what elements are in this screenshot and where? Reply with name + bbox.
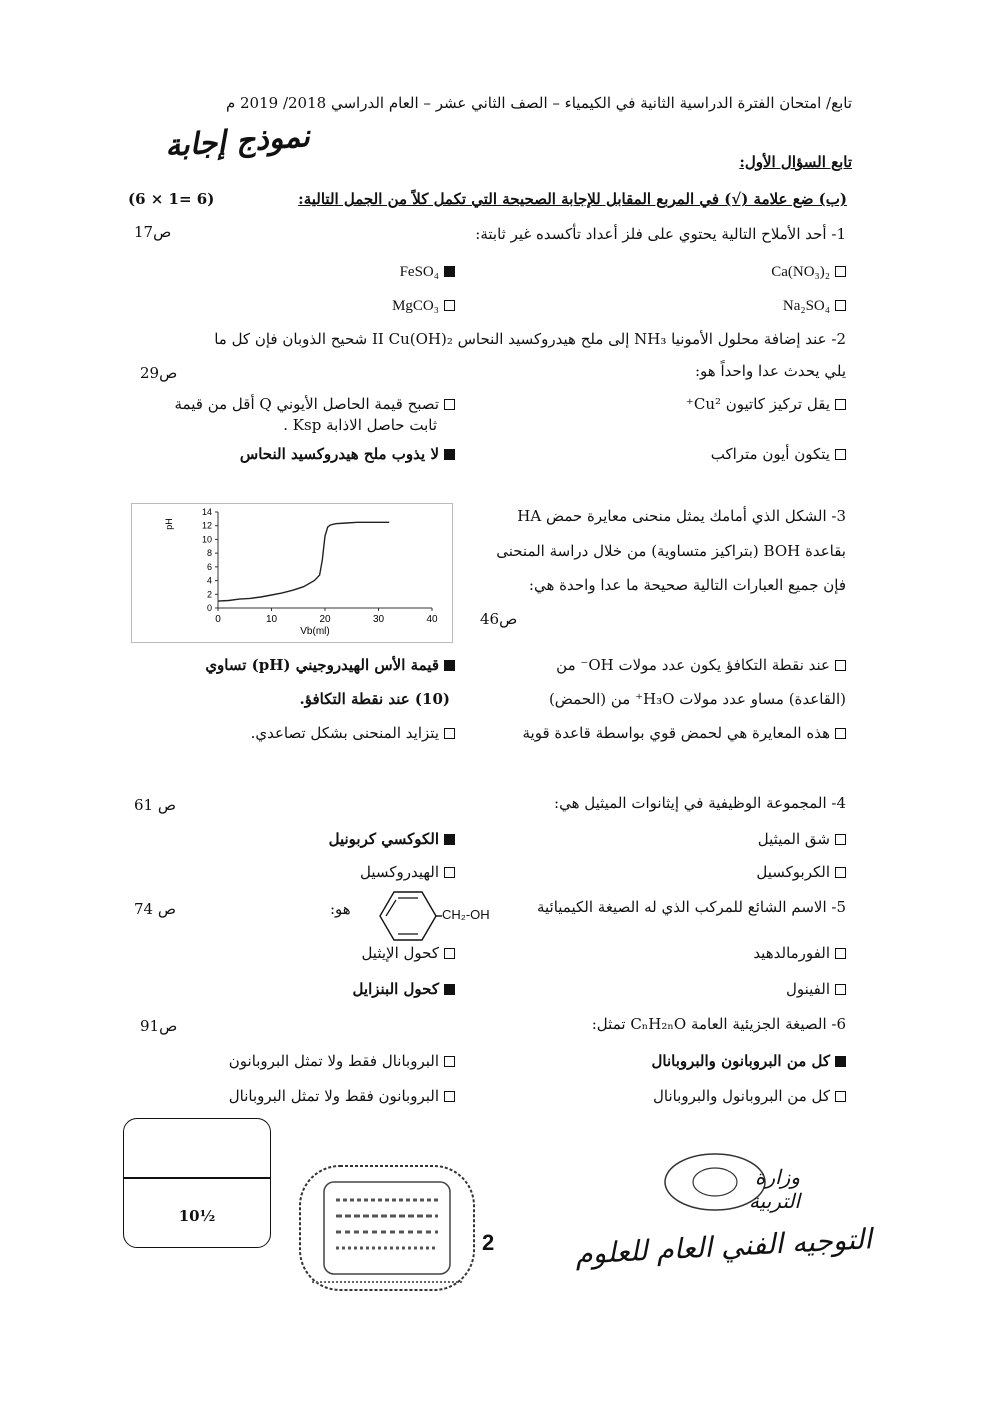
page-number: 2: [482, 1230, 495, 1255]
question-2-stem: 2- عند إضافة محلول الأمونيا NH₃ إلى ملح هيدروكسيد النحاس II Cu(OH)₂ شحيح الذوبان فإن كل ما: [214, 330, 846, 348]
x-tick-label: 0: [215, 614, 221, 625]
checkbox-checked[interactable]: [444, 660, 455, 671]
titration-chart: [131, 503, 453, 643]
question-6-stem: 6- الصيغة الجزيئية العامة CₙH₂ₙO تمثل:: [591, 1015, 846, 1033]
page-ref-q1: ص17: [134, 223, 172, 241]
checkbox[interactable]: [835, 834, 846, 845]
question-3-stem: 3- الشكل الذي أمامك يمثل منحنى معايرة حمض HA: [517, 507, 846, 525]
checkbox[interactable]: [835, 660, 846, 671]
question-4-stem: 4- المجموعة الوظيفية في إيثانوات الميثيل هي:: [554, 794, 846, 812]
q4-option-c[interactable]: الكربوكسيل: [756, 863, 846, 881]
y-axis-label: pH: [164, 518, 174, 530]
benzyl-alcohol-structure: [368, 888, 498, 944]
y-tick-label: 14: [201, 507, 212, 517]
q3-option-a[interactable]: عند نقطة التكافؤ يكون عدد مولات OH⁻ من: [556, 656, 846, 674]
q5-option-c[interactable]: الفينول: [786, 980, 846, 998]
score-value: 10½: [178, 1207, 216, 1225]
question-3-stem-line3: فإن جميع العبارات التالية صحيحة ما عدا واحدة هي:: [528, 576, 846, 594]
checkbox[interactable]: [444, 300, 455, 311]
q6-option-c[interactable]: كل من البروبانول والبروبانال: [653, 1087, 846, 1105]
question-2-stem-line2: يلي يحدث عدا واحداً هو:: [695, 362, 846, 380]
formula-label: CH₂-OH: [442, 907, 490, 922]
q4-option-d[interactable]: الهيدروكسيل: [360, 863, 455, 881]
page-ref-q3: ص46: [480, 610, 518, 628]
exam-header: تابع/ امتحان الفترة الدراسية الثانية في الكيمياء – الصف الثاني عشر – العام الدراسي 2018/ 2019 م: [225, 94, 852, 112]
checkbox[interactable]: [835, 300, 846, 311]
q6-option-d[interactable]: البروبانون فقط ولا تمثل البروبانال: [229, 1087, 455, 1105]
q2-option-d[interactable]: لا يذوب ملح هيدروكسيد النحاس: [240, 445, 455, 463]
page-ref-q4: ص 61: [134, 796, 176, 814]
checkbox-checked[interactable]: [444, 984, 455, 995]
checkbox[interactable]: [835, 266, 846, 277]
q1-option-c[interactable]: Na₂SO₄: [783, 296, 846, 315]
official-seal: [292, 1160, 482, 1296]
checkbox[interactable]: [835, 948, 846, 959]
page-ref-q2: ص29: [140, 364, 178, 382]
q1-option-a[interactable]: Ca(NO₃)₂: [771, 262, 846, 281]
checkbox[interactable]: [835, 867, 846, 878]
section-heading: تابع السؤال الأول:: [739, 153, 852, 171]
marks-label: (6 × 1= 6): [128, 190, 215, 208]
q3-option-b[interactable]: قيمة الأس الهيدروجيني (pH) تساوي: [205, 656, 455, 674]
y-tick-label: 8: [206, 548, 212, 559]
titration-curve-svg: [132, 504, 452, 642]
checkbox[interactable]: [835, 1091, 846, 1102]
y-tick-label: 6: [206, 561, 212, 572]
q1-option-b[interactable]: FeSO₄: [400, 262, 455, 281]
question-5-stem-end: هو:: [330, 900, 351, 918]
ministry-text: وزارة التربية: [748, 1165, 800, 1213]
q5-option-b[interactable]: كحول الإيثيل: [361, 944, 455, 962]
q1-option-d[interactable]: MgCO₃: [392, 296, 455, 315]
checkbox-checked[interactable]: [444, 449, 455, 460]
signature: التوجيه الفني العام للعلوم: [574, 1222, 873, 1271]
checkbox[interactable]: [835, 399, 846, 410]
checkbox[interactable]: [444, 867, 455, 878]
seal-stamp-icon: [292, 1160, 482, 1296]
q6-option-b[interactable]: البروبانال فقط ولا تمثل البروبانون: [229, 1052, 455, 1070]
checkbox[interactable]: [835, 728, 846, 739]
instruction-text: (ب) ضع علامة (√) في المربع المقابل للإجابة الصحيحة التي تكمل كلاً من الجمل التالية:: [298, 190, 847, 208]
y-tick-label: 2: [206, 589, 212, 600]
checkbox-checked[interactable]: [835, 1056, 846, 1067]
score-divider: [124, 1177, 270, 1179]
checkbox[interactable]: [444, 1091, 455, 1102]
titration-curve-line: [218, 522, 389, 601]
q3-option-c[interactable]: هذه المعايرة هي لحمض قوي بواسطة قاعدة قوية: [523, 724, 847, 742]
checkbox[interactable]: [444, 399, 455, 410]
question-5-stem: 5- الاسم الشائع للمركب الذي له الصيغة الكيميائية: [536, 898, 846, 916]
x-tick-label: 10: [265, 614, 278, 625]
question-3-stem-line2: بقاعدة BOH (بتراكيز متساوية) من خلال دراسة المنحنى: [496, 542, 846, 560]
x-tick-label: 40: [426, 614, 438, 625]
q2-option-c[interactable]: يتكون أيون متراكب: [711, 445, 846, 463]
x-tick-label: 30: [372, 614, 385, 625]
y-tick-label: 4: [206, 575, 212, 586]
answer-key-stamp: نموذج إجابة: [163, 118, 311, 165]
checkbox[interactable]: [444, 1056, 455, 1067]
q6-option-a[interactable]: كل من البروبانون والبروبانال: [651, 1052, 846, 1070]
page-ref-q5: ص 74: [134, 900, 176, 918]
q4-option-a[interactable]: شق الميثيل: [758, 830, 846, 848]
checkbox[interactable]: [444, 728, 455, 739]
checkbox-checked[interactable]: [444, 266, 455, 277]
q3-option-a-line2: (القاعدة) مساو عدد مولات H₃O⁺ من (الحمض): [548, 690, 846, 708]
checkbox[interactable]: [835, 449, 846, 460]
ministry-stamp: [600, 1150, 800, 1220]
q5-option-a[interactable]: الفورمالدهيد: [753, 944, 846, 962]
y-tick-label: 10: [201, 534, 212, 545]
q2-option-b-line2: ثابت حاصل الاذابة Ksp .: [283, 416, 437, 434]
q3-option-b-line2: (10) عند نقطة التكافؤ.: [299, 690, 450, 708]
question-1-stem: 1- أحد الأملاح التالية يحتوي على فلز أعداد تأكسده غير ثابتة:: [475, 225, 846, 243]
q4-option-b[interactable]: الكوكسي كربونيل: [329, 830, 455, 848]
y-tick-label: 0: [206, 603, 212, 613]
q2-option-a[interactable]: يقل تركيز كاتيون Cu²⁺: [686, 395, 846, 413]
page-ref-q6: ص91: [140, 1017, 178, 1035]
q3-option-d[interactable]: يتزايد المنحنى بشكل تصاعدي.: [251, 724, 455, 742]
q5-option-d[interactable]: كحول البنزايل: [353, 980, 455, 998]
y-tick-label: 12: [201, 520, 212, 531]
score-box: [123, 1118, 271, 1248]
x-axis-label: Vb(ml): [300, 626, 330, 637]
checkbox-checked[interactable]: [444, 834, 455, 845]
checkbox[interactable]: [835, 984, 846, 995]
checkbox[interactable]: [444, 948, 455, 959]
q2-option-b[interactable]: تصبح قيمة الحاصل الأيوني Q أقل من قيمة: [175, 395, 455, 413]
x-tick-label: 20: [319, 614, 331, 625]
